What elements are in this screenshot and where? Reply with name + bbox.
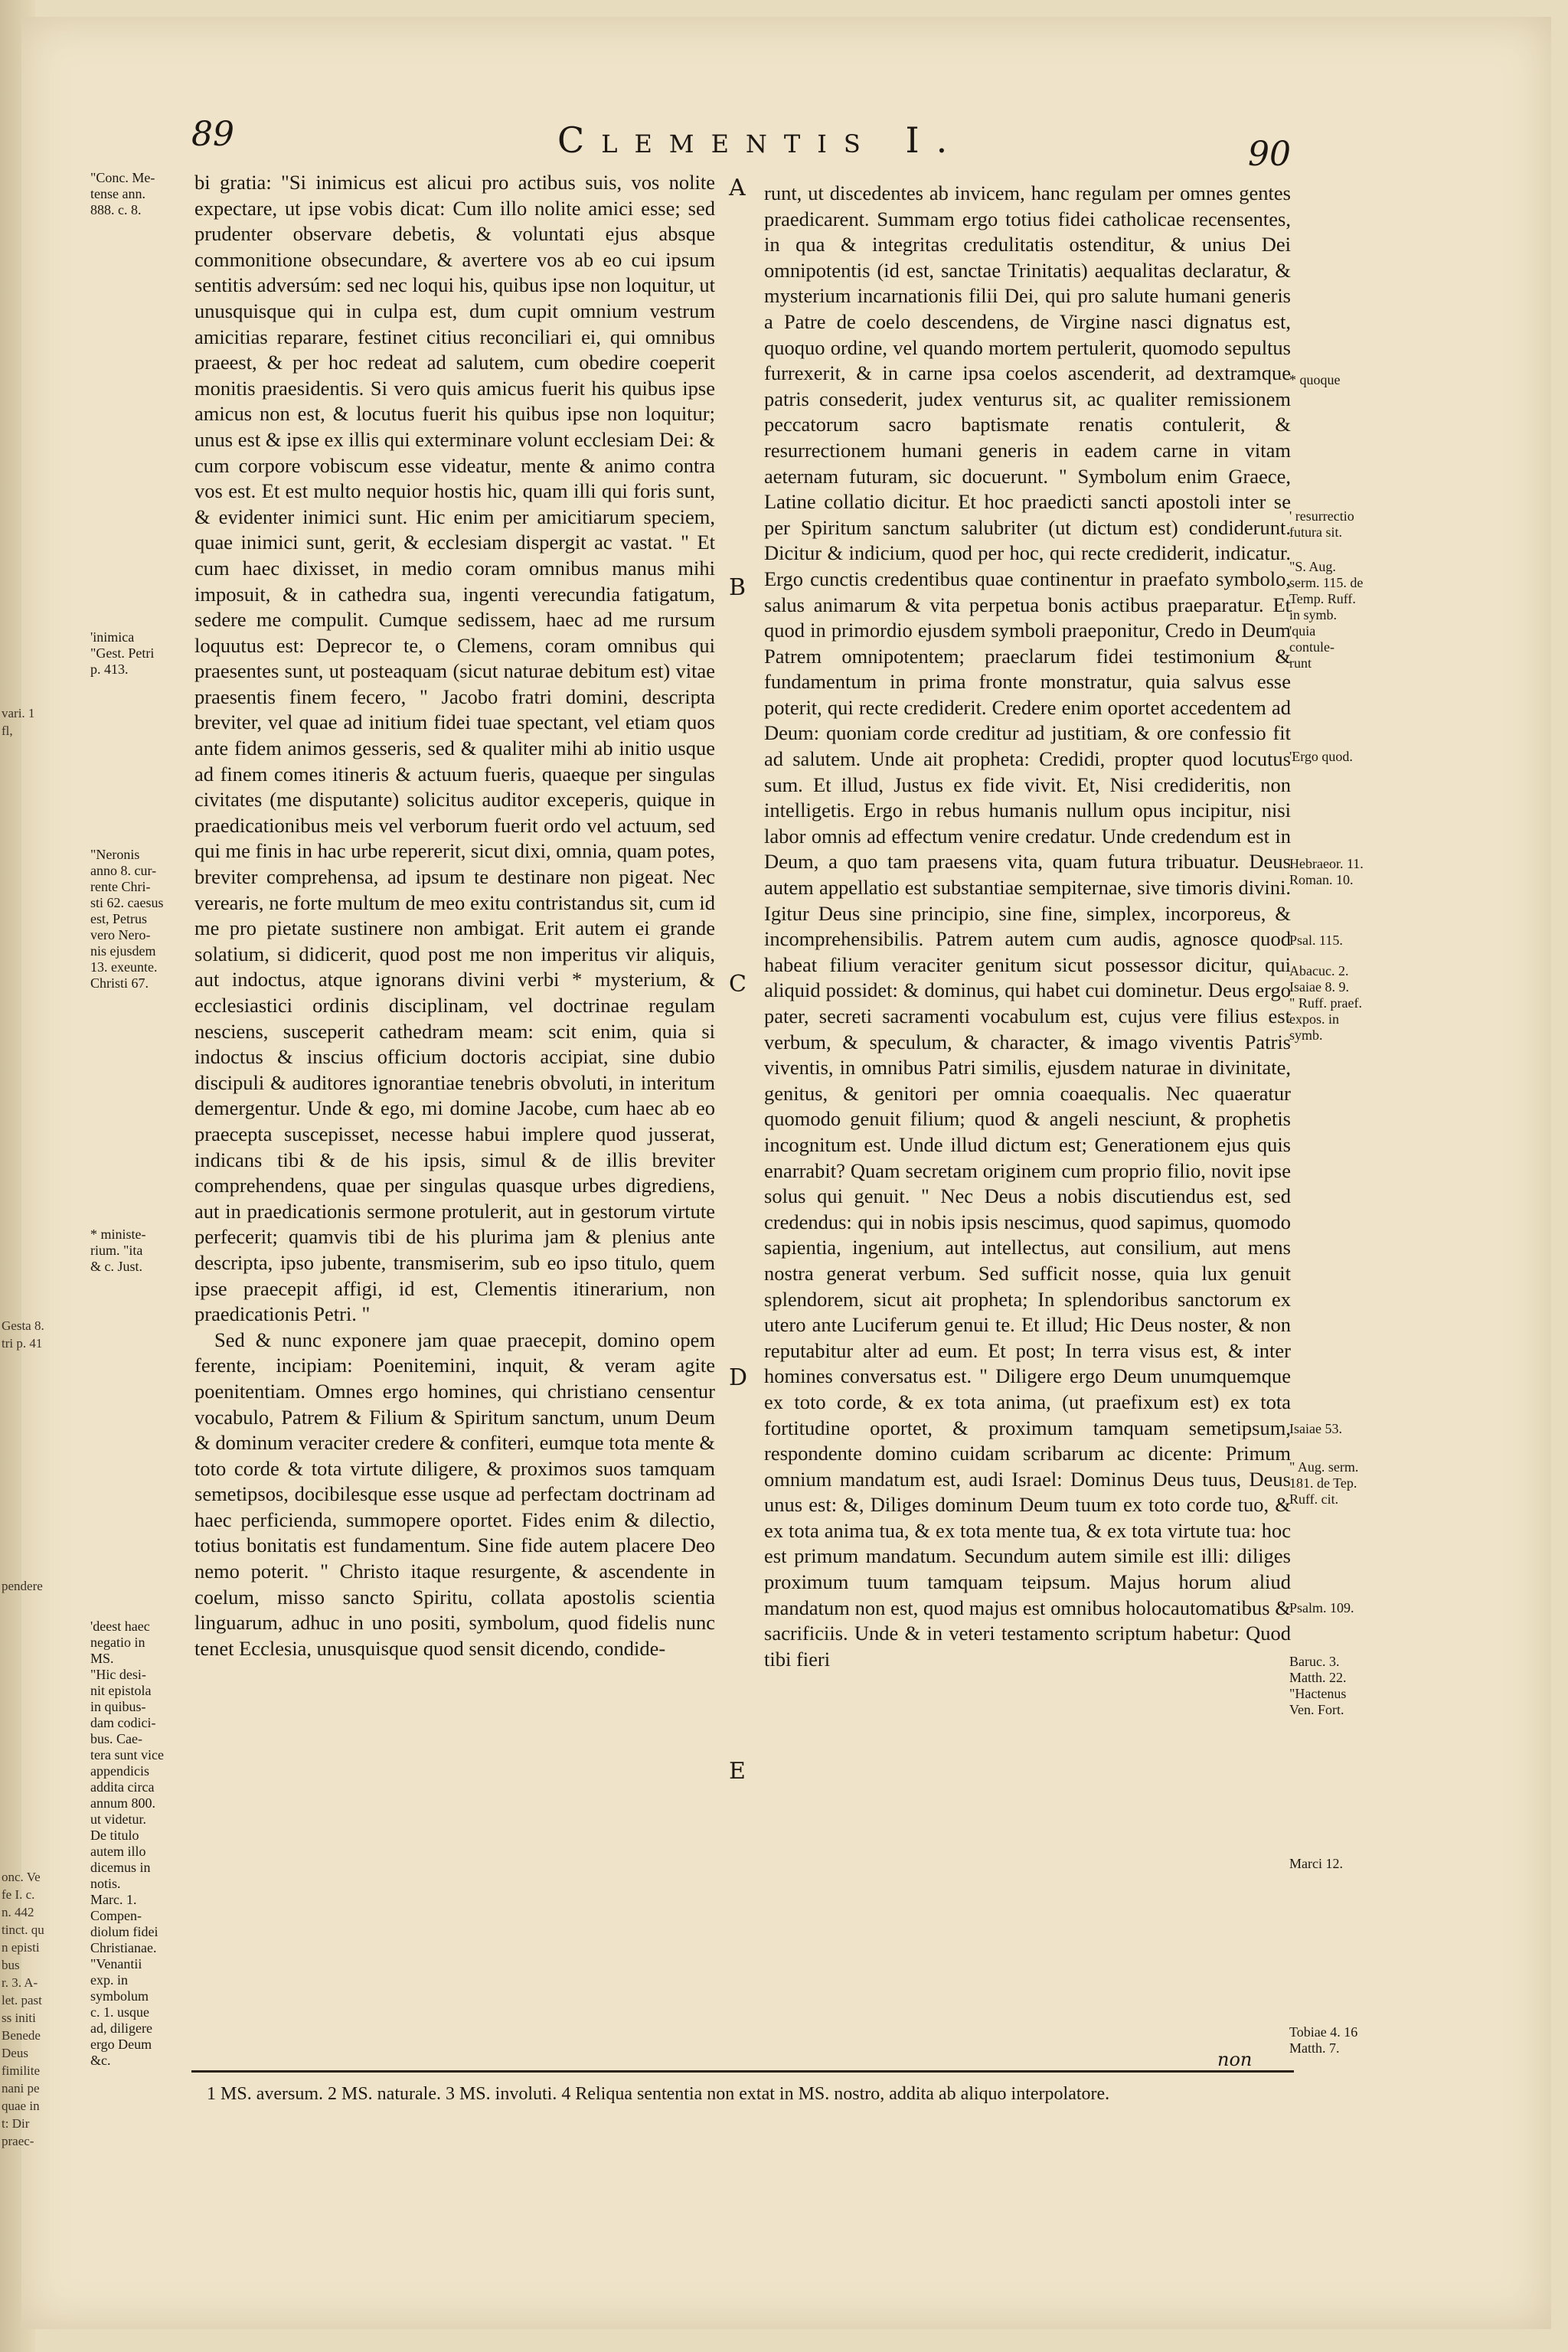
gutter-fragment-1: vari. 1 fl, xyxy=(2,706,35,738)
margin-note-right-4: 'Ergo quod. xyxy=(1289,749,1353,764)
footnote-rule xyxy=(191,2070,1294,2073)
section-letter-e: E xyxy=(729,1758,746,1785)
margin-note-left-2: 'inimica "Gest. Petri p. 413. xyxy=(90,629,155,677)
section-letter-c: C xyxy=(729,971,746,998)
gutter-fragment-3: pendere xyxy=(2,1579,43,1593)
margin-note-right-8: Isaiae 53. xyxy=(1289,1421,1342,1436)
page-number-left: 89 xyxy=(191,115,234,154)
section-letter-d: D xyxy=(729,1364,748,1391)
margin-note-right-2: ' resurrectio futura sit. xyxy=(1289,508,1354,540)
right-column-text xyxy=(764,181,1291,1672)
margin-note-right-7: Abacuc. 2. Isaiae 8. 9. " Ruff. praef. expos. in symb. xyxy=(1289,963,1362,1043)
margin-note-right-13: Tobiae 4. 16 Matth. 7. xyxy=(1289,2024,1358,2056)
left-paragraph-1: bi gratia: "Si inimicus est alicui pro actibus suis, vos nolite expectare, ut ipse vobis dicat: Cum illo nolite amici esse; sed prudenter observare debetis, & voluntati ejus absque commonitione obsecundare, & avertere vos ab eo cui ipsum sentitis adversúm: sed nec loqui his, quibus ipse non loquitur, ut unusquisque qui in culpa est, dum cupit omnium vestrum amicitias reparare, festinet citius reconciliari ei, qui omnibus praeest, & per hoc redeat ad salutem, cum obedire coeperit monitis praesidentis. Si vero quis amicus fuerit his quibus ipse amicus non est, & locutus fuerit his quibus ipse non loquitur; unus est & ipse ex illis qui exterminare volunt ecclesiam Dei: & cum corpore vobiscum esse videatur, mente & animo contra vos est. Et est multo nequior hostis hic, quam illi qui foris sunt, & evidenter inimici sunt. Hic enim per amicitiarum speciem, quae inimici sunt, gerit, & ecclesiam dispergit ac vastat. " Et cum haec dixisset, in medio coram omnibus manus mihi imposuit, & in cathedra sua, ingenti verecundia fatigatum, sedere me compulit. Cumque sedissem, haec ad me rursum loquutus est: Deprecor te, o Clemens, coram omnibus qui praesentes sunt, ut posteaquam (sicut naturae debitum est) vitae praesentis finem fecero, " Jacobo fratri domini, descripta breviter, vel quae ad initium fidei tuae spectant, vel etiam quos ante fidem animos gesseris, sed & qualiter mihi ab initio usque ad finem comes itineris & actuum fueris, quaeque per singulas civitates (me disputante) solicitus auditor exceperis, quique in praedicationibus meis vel verborum fuerit ordo vel actuum, sed qui me finis in hac urbe repererit, sicut dixi, omnia, quam potes, breviter comprehensa, ad ipsum te destinare non pigeat. Nec verearis, ne forte multum de meo exitu contristandus sit, cum id me pro pietate sustinere non ambigat. Erit autem ei grande solatium, si didicerit, quod post me non imperitus vir aliquis, aut indoctus, atque ignorans divini verbi * mysterium, & ecclesiastici ordinis disciplinam, vel doctrinae regulam nesciens, susceperit cathedram meam: scit enim, quia si indoctus & inscius officium doctoris accipiat, sine dubio discipuli & auditores ignorantiae tenebris obvoluti, in interitum demergentur. Unde & ego, mi domine Jacobe, cum haec ab eo praecepta suscepisset, necesse habui implere quod jusserat, indicans tibi & de his ipsis, simul & de illis breviter comprehendens, quae per singulas quasque urbes digrediens, aut in praedicationis sermone protulerit, aut in gestorum virtute perfecerit; quamvis tibi de his plurima jam & plenius ante descripta, ipso jubente, transmiserim, sub eo ipso titulo, quem ipse praecepit affigi, id est, Clementis itinerarium, non praedicationis Petri. " xyxy=(194,171,715,1326)
margin-note-left-4: * ministe- rium. "ita & c. Just. xyxy=(90,1227,146,1274)
margin-note-left-5: 'deest haec negatio in MS. "Hic desi- nit epistola in quibus- dam codici- bus. Cae- tera sunt vice appendicis addita circa annum 800. ut videtur. De titulo autem illo dicemus in notis. Marc. 1. Compen- diolum fidei Christianae. "Venantii exp. in symbolum c. 1. usque ad, diligere ergo Deum &c. xyxy=(90,1619,164,2068)
gutter-fragment-2: Gesta tri p. xyxy=(2,1318,31,1351)
page-number-right: 90 xyxy=(1248,135,1291,174)
catchword: non xyxy=(1217,2049,1253,2070)
margin-note-left-1: "Conc. Me- tense ann. 888. c. 8. xyxy=(90,170,155,217)
margin-note-right-12: Marci 12. xyxy=(1289,1856,1343,1871)
running-header xyxy=(0,115,1568,174)
footnotes: 1 MS. aversum. 2 MS. naturale. 3 MS. involuti. 4 Reliqua sententia non extat in MS. nostro, addita ab aliquo interpolatore. xyxy=(207,2084,1110,2104)
section-letter-a: A xyxy=(729,175,746,201)
margin-note-right-1: * quoque xyxy=(1289,372,1341,387)
margin-note-right-5: Hebraeor. 11. Roman. 10. xyxy=(1289,856,1364,887)
running-title: Clementis I. xyxy=(557,119,965,161)
margin-note-right-9: " Aug. serm. 181. de Tep. Ruff. cit. xyxy=(1289,1459,1359,1507)
right-paragraph-1: runt, ut discedentes ab invicem, hanc regulam per omnes gentes praedicarent. Summam ergo totius fidei catholicae recensentes, in qua & integritas credulitatis ostenditur, & unius Dei omnipotentis (id est, sanctae Trinitatis) aequalitas declaratur, & mysterium incarnationis filii Dei, qui pro salute humani generis a Patre de coelo descendens, de Virgine nasci dignatus est, quoquo ordine, vel quando mortem pertulerit, quomodo sepultus furrexerit, & in carne ipsa coelos ascenderit, ad dextramque patris consederit, judex venturus sit, ac qualiter remissionem peccatorum sacro baptismate renatis contulerit, & resurrectionem humani generis in eadem carne in vitam aeternam futuram, sic docuerunt. " Symbolum enim Graece, Latine collatio dicitur. Et hoc praedicti sancti apostoli inter se per Spiritum sanctum salubriter (ut dictum est) condiderunt. Dicitur & indicium, quod per hoc, qui recte crediderit, indicatur. Ergo cunctis credentibus quae continentur in praefato symbolo, salus animarum & vita perpetua bonis actibus praeparatur. Et quod in primordio ejusdem symboli praeponitur, Credo in Deum Patrem omnipotentem; praeclarum fidei testimonium & fundamentum in prima fronte monstratur, quia salvus esse poterit, qui recte crediderit. Credere enim oportet accedentem ad Deum: quoniam corde creditur ad justitiam, & ore confessio fit ad salutem. Unde ait propheta: Credidi, propter quod locutus sum. Et illud, Justus ex fide vivit. Et, Nisi credideritis, non intelligetis. Ergo in rebus humanis nullum opus incipitur, nisi labor omnis ad effectum venire credatur. Unde credendum est in Deum, a quo tam praesens vita, quam futura tribuatur. Deus autem appellatio est substantiae sempiternae, sive timoris divini. Igitur Deus sine principio, sine fine, simplex, incorporeus, & incomprehensibilis. Patrem autem cum audis, agnosce quod habeat filium veraciter genitum sicut possessor dicitur, qui aliquid possidet: & dominus, qui habet cui dominetur. Deus ergo pater, secreti sacramenti vocabulum est, cujus vere filius est verbum, & speculum, & character, & imago viventis Patris viventis, in omnibus Patri similis, ejusdem naturae in divinitate, genitus, & genitori per omnia coaequalis. Nec quaeratur quomodo genuit filium; quod & angeli nesciunt, & prophetis incognitum est. Unde illud dictum est; Generationem ejus quis enarrabit? Quam secretam originem cum proprio filio, novit ipse solus qui genuit. " Nec Deus a nobis discutiendus est, sed credendus: qui in nobis ipsis nescimus, quod sapimus, quomodo sapientia, ingenium, aut intellectus, aut consilium, aut mens nostra generat verbum. Sed sufficit nosse, quia lux genuit splendorem, sicut ait propheta; In splendoribus sanctorum ex utero ante Luciferum genui te. Et illud; Hic Deus noster, & non reputabitur alter ad eum. Et post; In terra visus est, & inter homines conversatus est. " Diligere ergo Deum unumquemque ex toto corde, & ex tota anima, (ut praefixum est) ex tota fortitudine oportet, & proximum tamquam semetipsum, respondente domino cuidam scribarum ac dicente: Primum omnium mandatum est, audi Israel: Dominus Deus tuus, Deus unus est: &, Diliges dominum Deum tuum ex toto corde tuo, & ex tota anima tua, & ex tota mente tua, & ex tota virtute tua: hoc est primum mandatum. Secundum autem simile est illi: diliges proximum tuum tamquam teipsum. Majus horum aliud mandatum non est, quod majus est omnibus holocautomatibus & sacrificiis. Unde & in veteri testamento scriptum habetur: Quod tibi fieri xyxy=(764,181,1291,1671)
margin-note-right-11: Baruc. 3. Matth. 22. "Hactenus Ven. Fort. xyxy=(1289,1654,1347,1717)
left-paragraph-2: Sed & nunc exponere jam quae praecepit, domino opem ferente, incipiam: Poenitemini, inquit, & veram agite poenitentiam. Omnes ergo homines, qui christiano censentur vocabulo, Patrem & Filium & Spiritum sanctum, unum Deum & dominum veraciter credere & confiteri, eumque tota mente & toto corde & tota virtute diligere, & proximos suos tamquam semetipsos, docibilesque esse usque ad perfectam doctrinam ad haec perficienda, summopere oportet. Fides enim & dilectio, totius bonitatis est fundamentum. Sine fide autem placere Deo nemo poterit. " Christo itaque resurgente, & ascendente in coelum, misso sancto Spiritu, collata apostolis scientia linguarum, adhuc in uno positi, symbolum, quod fidelis nunc tenet Ecclesia, unusquisque quod sensit dicendo, condide- xyxy=(194,1328,715,1660)
margin-note-right-10: Psalm. 109. xyxy=(1289,1600,1354,1615)
margin-note-right-6: Psal. 115. xyxy=(1289,933,1343,948)
margin-note-right-3: "S. Aug. serm. 115. de Temp. Ruff. in symb. 'quia contule- runt xyxy=(1289,559,1364,671)
left-column-text xyxy=(194,170,715,1661)
margin-note-left-3: "Neronis anno 8. cur- rente Chri- sti 62. caesus est, Petrus vero Nero- nis ejusdem 13. exeunte. Christi 67. xyxy=(90,847,164,991)
gutter-fragment-4: onc. Ve fe I. c. n. 442 tinct. n episti bus r. 3. A- let. past ss initi Benede Deus fimilite nani pe quae in t: Dir praec- xyxy=(2,1870,42,2148)
section-letter-b: B xyxy=(729,574,746,601)
